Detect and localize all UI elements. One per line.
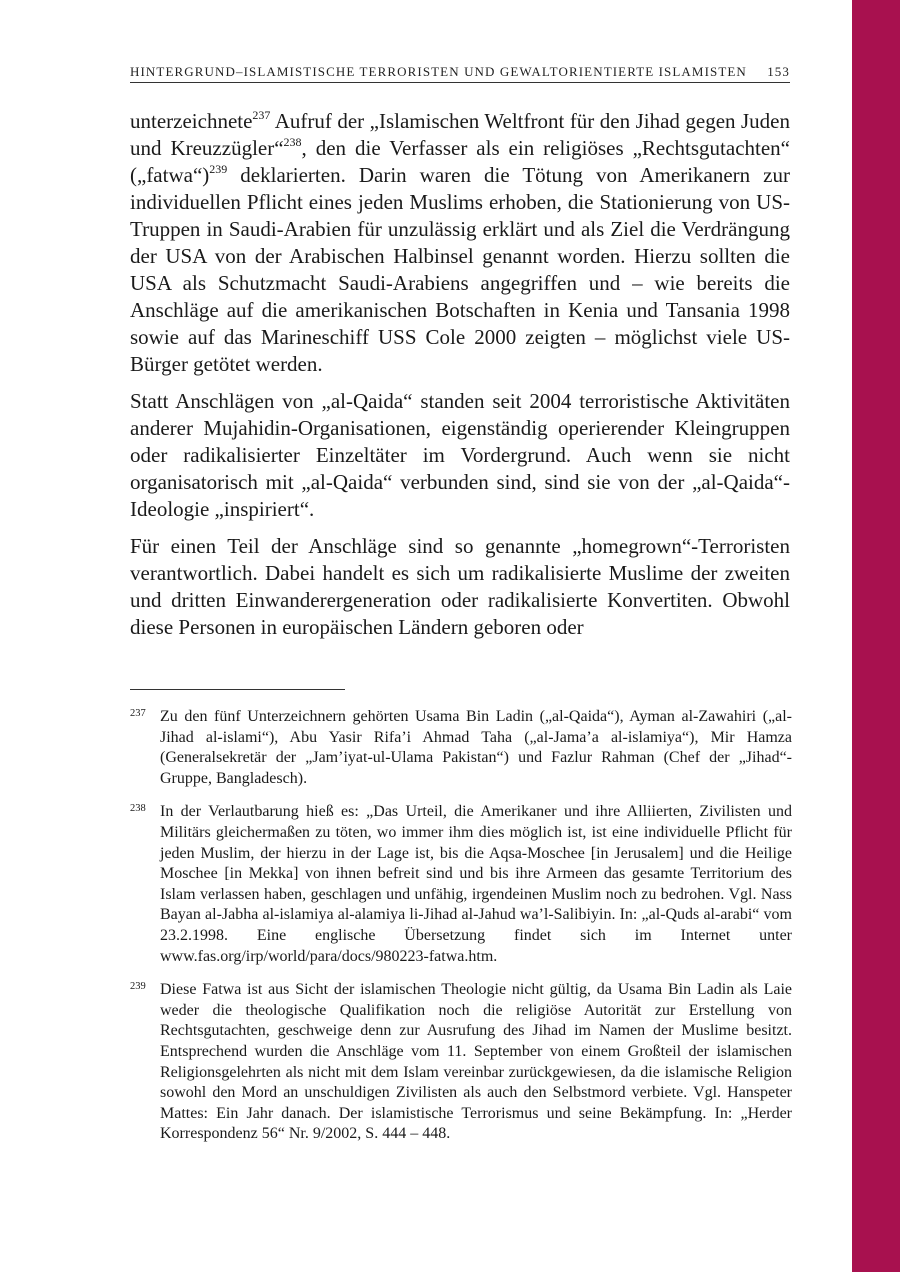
paragraph-1 [130,108,790,378]
footnote-text: In der Verlautbarung hieß es: „Das Urteil, die Amerikaner und ihre Alliierten, Zivilisten und Militärs gleichermaßen zu töten, wo immer ihm dies möglich ist, ist eine individuelle Pflicht für jeden Muslim, der hierzu in der Lage ist, bis die Aqsa-Moschee [in Jerusalem] und die Heilige Moschee [in Mekka] von ihnen befreit sind und bis ihre Armeen das gesamte Territorium des Islam verlassen haben, geschlagen und unfähig, irgendeinen Muslim noch zu bedrohen. Vgl. Nass Bayan al-Jabha al-islamiya al-alamiya li-Jihad al-Jahud wa’l-Salibiyin. In: „al-Quds al-arabi“ vom 23.2.1998. Eine englische Übersetzung findet sich im Internet unter www.fas.org/irp/world/para/docs/980223-fatwa.htm. [160,803,792,965]
page-number: 153 [767,64,790,79]
paragraph-3: Für einen Teil der Anschläge sind so genannte „homegrown“-Terroristen verantwortlich. Dabei handelt es sich um radikalisierte Muslime der zweiten und dritten Einwanderergeneration oder radikalisierte Konvertiten. Obwohl diese Personen in europäischen Ländern geboren oder [130,534,790,639]
running-title: HINTERGRUND–ISLAMISTISCHE TERRORISTEN UND GEWALTORIENTIERTE ISLAMISTEN [130,64,747,79]
footnote-text: Diese Fatwa ist aus Sicht der islamischen Theologie nicht gültig, da Usama Bin Ladin als Laie weder die theologische Qualifikation noch die religiöse Autorität zur Erstellung von Rechtsgutachten, geschweige denn zur Ausrufung des Jihad im Namen der Muslime besitzt. Entsprechend wurden die Anschläge vom 11. September von einem Großteil der islamischen Religionsgelehrten als nicht mit dem Islam vereinbar zurückgewiesen, da die islamische Religion sowohl den Mord an unschuldigen Zivilisten als auch den Selbstmord verbiete. Vgl. Hanspeter Mattes: Ein Jahr danach. Der islamistische Terrorismus und seine Bekämpfung. In: „Herder Korrespondenz 56“ Nr. 9/2002, S. 444 – 448. [160,981,792,1143]
paragraph-1-text-b: Aufruf der „Islamischen Weltfront für den Jihad gegen Juden und Kreuzzügler“ [130,109,790,160]
footnotes [130,707,792,1158]
footnote-number: 237 [130,708,146,719]
footnote-239 [130,980,792,1145]
footnote-separator [130,689,345,690]
paragraph-2: Statt Anschlägen von „al-Qaida“ standen seit 2004 terroristische Aktivitäten anderer Mujahidin-Organisationen, eigenständig operierender Kleingruppen oder radikalisierter Einzeltäter im Vordergrund. Auch wenn sie nicht organisatorisch mit „al-Qaida“ verbunden sind, sind sie von der „al-Qaida“-Ideologie „inspiriert“. [130,389,790,521]
paragraph-1-text-c: , den die Verfasser als ein religiöses „Rechtsgutachten“ („fatwa“) [130,136,791,187]
header-rule [130,82,790,83]
footnote-237 [130,707,792,789]
footnote-ref-237[interactable]: 237 [252,108,271,122]
footnote-ref-238[interactable]: 238 [283,135,302,149]
footnote-number: 239 [130,981,146,993]
paragraph-1-text-d: deklarierten. Darin waren die Tötung von Amerikanern zur individuellen Pflicht eines jeden Muslims erhoben, die Stationierung von US-Truppen in Saudi-Arabien für unzulässig erklärt und als Ziel die Verdrängung der USA von der Arabischen Halbinsel genannt worden. Hierzu sollten die USA als Schutzmacht Saudi-Arabiens angegriffen und – wie bereits die Anschläge auf die amerikanischen Botschaften in Kenia und Tansania 1998 sowie auf das Marineschiff USS Cole 2000 zeigten – möglichst viele US-Bürger getötet werden. [130,163,790,376]
running-header [130,64,790,80]
sidebar-color-bar [852,0,900,1272]
paragraph-1-text-a: unterzeichnete [130,109,253,133]
footnote-text: Zu den fünf Unterzeichnern gehörten Usama Bin Ladin („al-Qaida“), Ayman al-Zawahiri („al-Jihad al-islami“), Abu Yasir Rifa’i Ahmad Taha („al-Jama’a al-islamiya“), Mir Hamza (Generalsekretär der „Jam’iyat-ul-Ulama Pakistan“) und Fazlur Rahman (Chef der „Jihad“-Gruppe, Bangladesch). [160,708,792,787]
footnote-number: 238 [130,803,146,815]
footnote-238 [130,802,792,967]
footnote-ref-239[interactable]: 239 [209,162,228,176]
main-text [130,108,790,651]
